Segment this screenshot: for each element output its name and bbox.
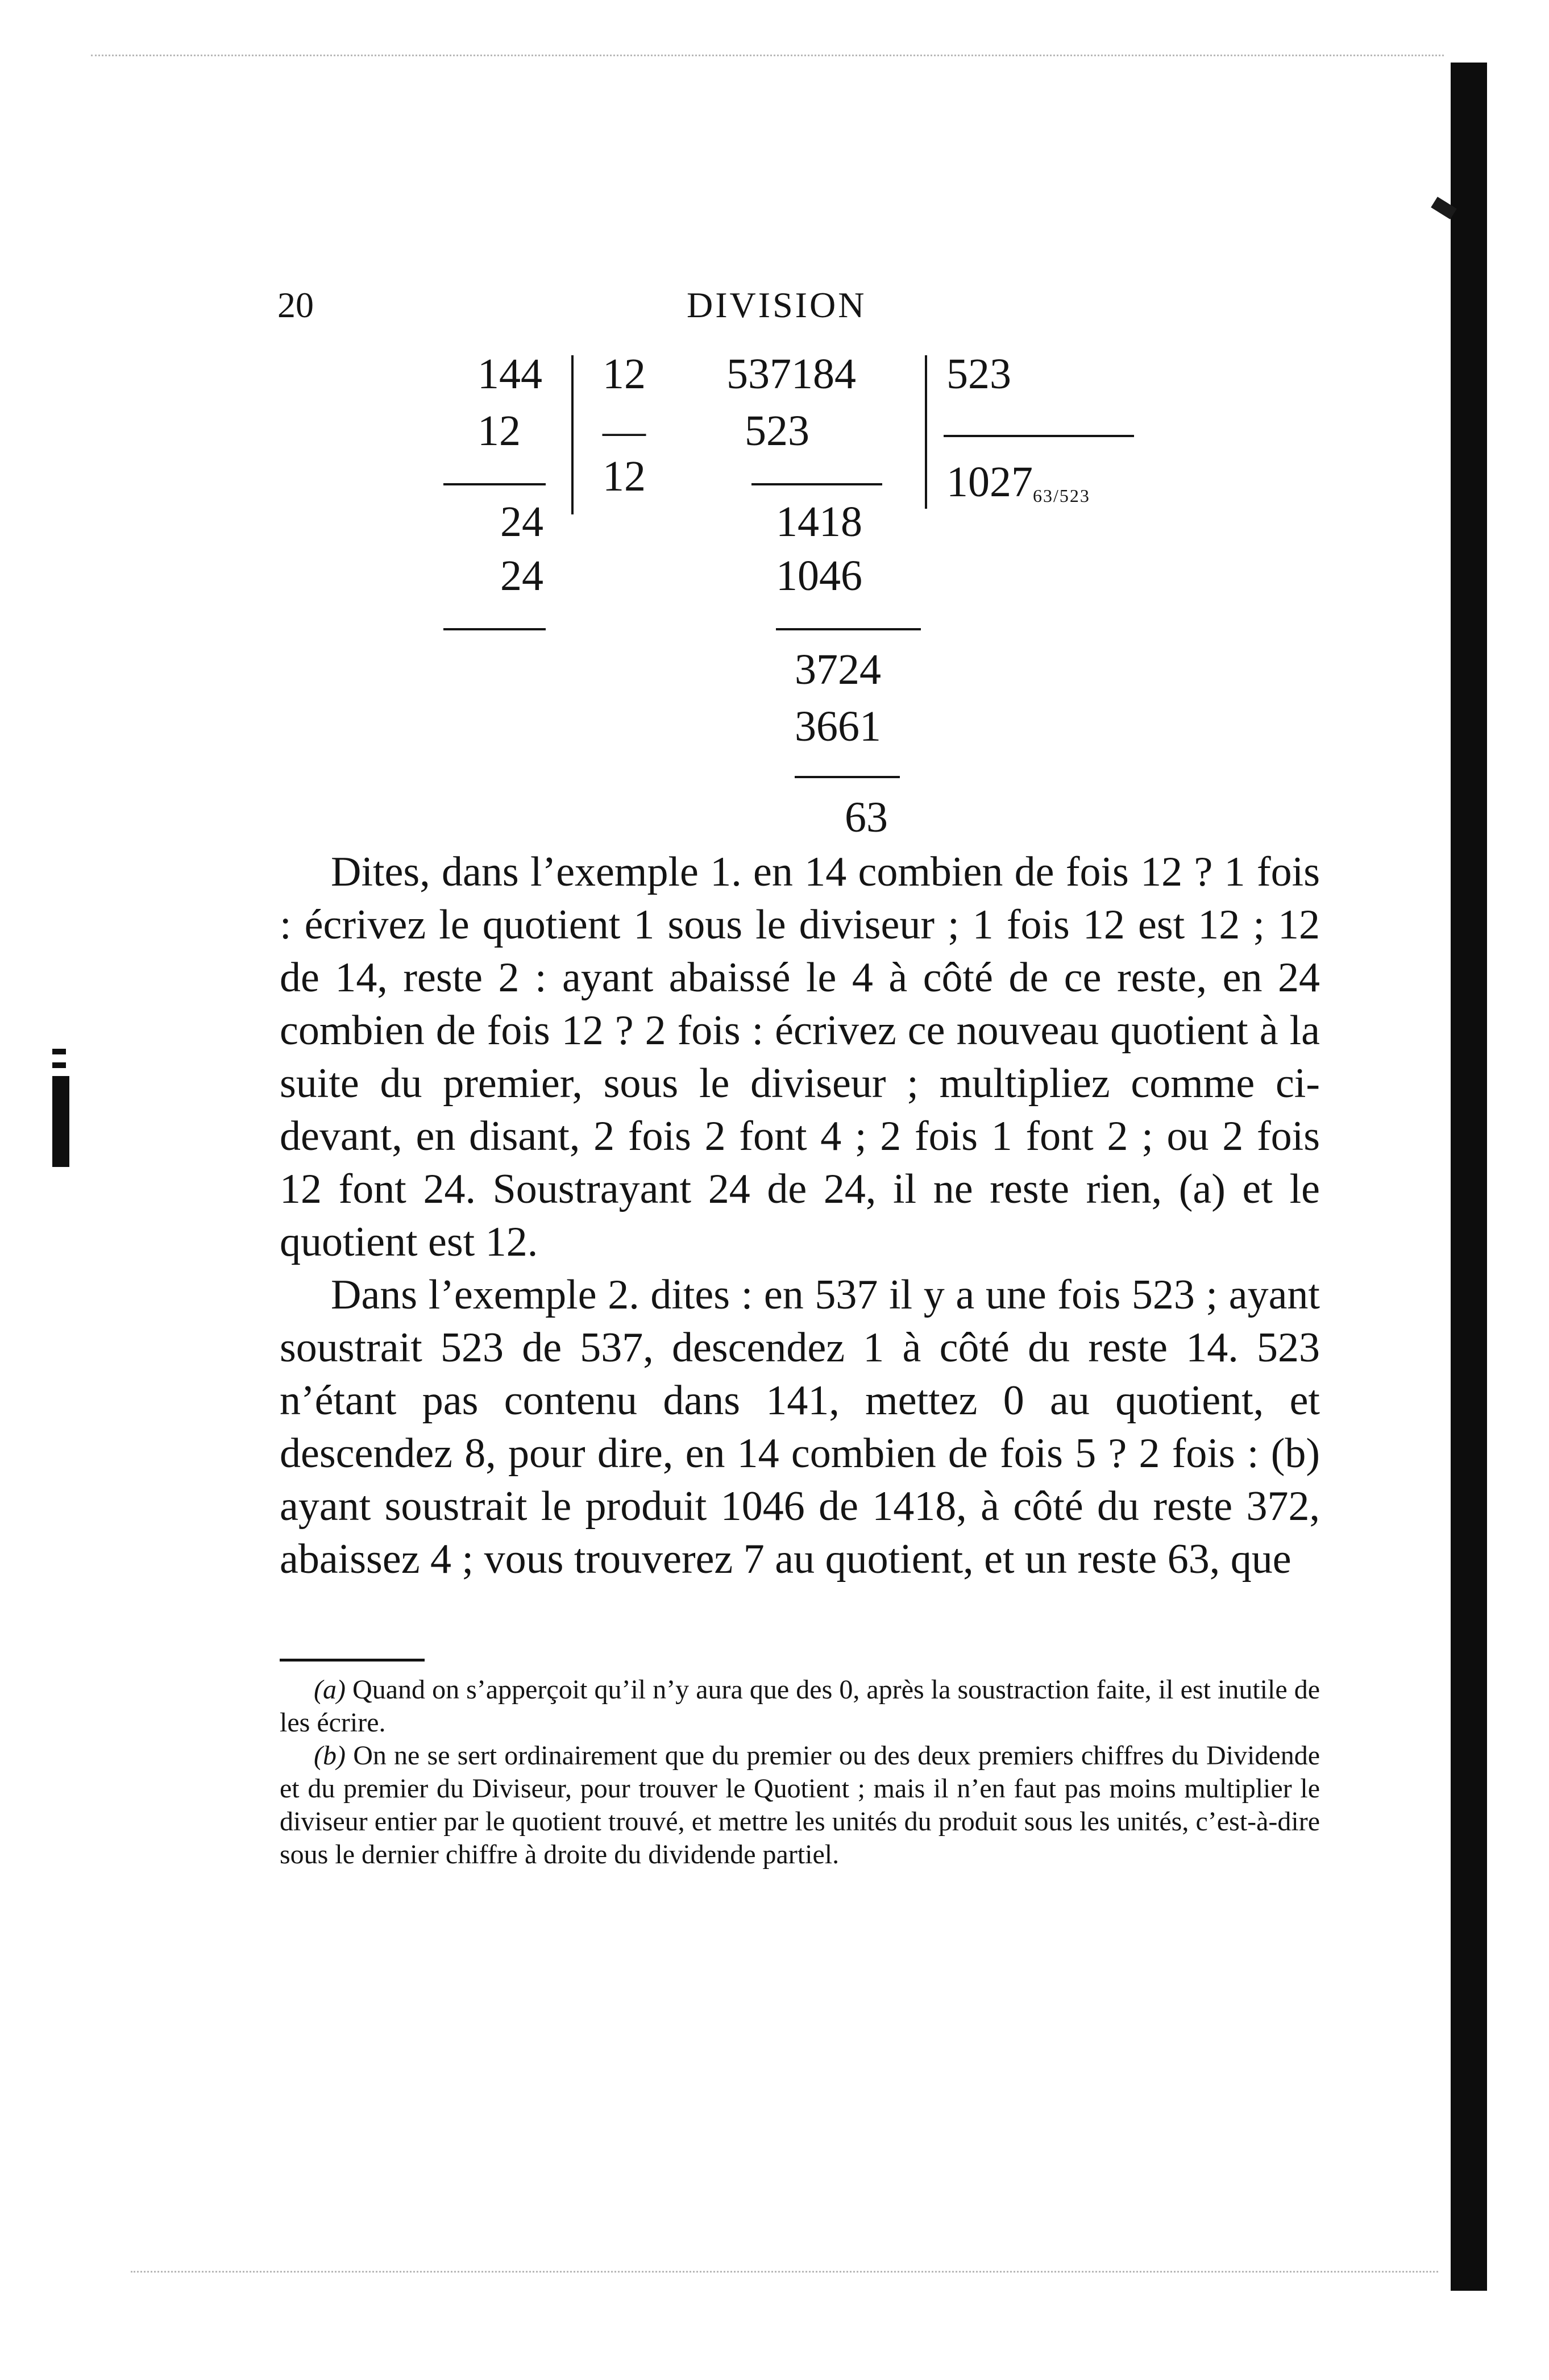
- division-bar: [925, 355, 927, 509]
- remainder-line: 1418: [776, 498, 862, 546]
- footnotes: [280, 1673, 1320, 1871]
- paragraph-example-1: Dites, dans l’exemple 1. en 14 combien de fois 12 ? 1 fois : écrivez le quotient 1 sous le diviseur ; 1 fois 12 est 12 ; 12 de 14, reste 2 : ayant abaissé le 4 à côté de ce reste, en 24 combien de fois 12 ? 2 fois : écrivez ce nouveau quotient à la suite du premier, sous le diviseur ; multipliez comme ci-devant, en disant, 2 fois 2 font 4 ; 2 fois 1 font 2 ; ou 2 fois 12 font 24. Soustrayant 24 de 24, il ne reste rien, (a) et le quotient est 12.: [280, 849, 1320, 1265]
- footnote-b-text: On ne se sert ordinairement que du premier ou des deux premiers chiffres du Dividende et du premier du Diviseur, pour trouver le Quotient ; mais il n’en faut pas moins multiplier le diviseur entier par le quotient trouvé, et mettre les unités du produit sous les unités, c’est-à-dire sous le dernier chiffre à droite du dividende partiel.: [280, 1741, 1320, 1870]
- subtraction-rule: [443, 628, 546, 630]
- subtrahend-line: 1046: [776, 552, 862, 600]
- running-head: DIVISION: [687, 285, 867, 325]
- quotient: 12: [603, 452, 646, 500]
- footnote-rule: [280, 1659, 425, 1662]
- footnote-b-mark: (b): [314, 1741, 346, 1771]
- divisor-dash: —: [603, 407, 646, 455]
- remainder-line: 3724: [795, 646, 881, 693]
- subtrahend-line: 24: [500, 552, 543, 600]
- divisor-rule: [944, 435, 1134, 437]
- division-bar: [571, 355, 574, 514]
- quotient-whole: 1027: [946, 458, 1033, 506]
- subtraction-rule: [795, 776, 900, 778]
- dividend-line: 144: [477, 350, 542, 398]
- quotient-fraction: 63/523: [1033, 485, 1090, 506]
- divisor: 12: [603, 350, 646, 398]
- subtraction-rule: [751, 483, 882, 485]
- footnote-b: [280, 1739, 1320, 1871]
- page-header: [277, 284, 1164, 335]
- subtrahend-line: 523: [745, 407, 809, 455]
- footnote-a-text: Quand on s’apperçoit qu’il n’y aura que des 0, après la soustraction faite, il est inutile de les écrire.: [280, 1675, 1320, 1738]
- footnote-a: [280, 1673, 1320, 1739]
- subtrahend-line: 3661: [795, 703, 881, 750]
- quotient: [946, 458, 1090, 507]
- scan-page-edge: [1451, 63, 1487, 2291]
- body-text: [280, 846, 1320, 1586]
- dividend-line: 537184: [726, 350, 856, 398]
- scan-noise-bottom: [131, 2271, 1438, 2276]
- page-number: 20: [277, 285, 314, 325]
- subtraction-rule: [443, 483, 546, 485]
- subtraction-rule: [776, 628, 921, 630]
- scan-margin-marks: [52, 1049, 69, 1197]
- remainder-line: 24: [500, 498, 543, 546]
- subtrahend-line: 12: [477, 407, 521, 455]
- final-remainder: 63: [845, 794, 888, 841]
- footnote-a-mark: (a): [314, 1675, 346, 1705]
- paragraph-example-2: Dans l’exemple 2. dites : en 537 il y a une fois 523 ; ayant soustrait 523 de 537, descendez 1 à côté du reste 14. 523 n’étant pas contenu dans 141, mettez 0 au quotient, et descendez 8, pour dire, en 14 combien de fois 5 ? 2 fois : (b) ayant soustrait le produit 1046 de 1418, à côté du reste 372, abaissez 4 ; vous trouverez 7 au quotient, et un reste 63, que: [280, 1272, 1320, 1582]
- scan-noise-top: [91, 55, 1444, 60]
- divisor: 523: [946, 350, 1011, 398]
